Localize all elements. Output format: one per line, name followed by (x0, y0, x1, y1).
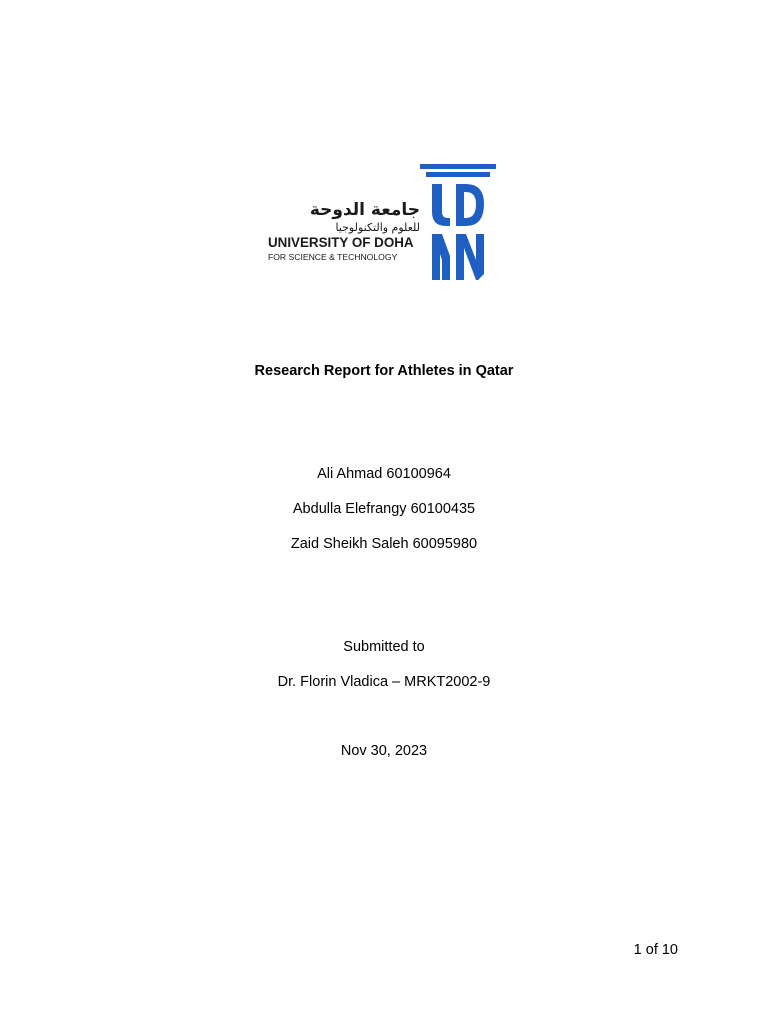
udst-pillar-logo-icon (420, 164, 498, 282)
logo-arabic-subtitle: للعلوم والتكنولوجيا (335, 221, 420, 234)
submitted-label: Submitted to (343, 639, 425, 655)
university-logo (268, 164, 500, 282)
submitted-to: Dr. Florin Vladica – MRKT2002-9 (277, 674, 491, 690)
logo-english-subtitle: FOR SCIENCE & TECHNOLOGY (268, 252, 398, 262)
author-3: Zaid Sheikh Saleh 60095980 (290, 536, 478, 552)
logo-arabic-name: جامعة الدوحة (309, 200, 420, 220)
author-1: Ali Ahmad 60100964 (317, 466, 451, 482)
page-number: 1 of 10 (633, 942, 678, 958)
logo-wordmark (268, 200, 420, 263)
author-2: Abdulla Elefrangy 60100435 (292, 501, 476, 517)
report-title: Research Report for Athletes in Qatar (254, 363, 514, 379)
logo-english-name: UNIVERSITY OF DOHA (268, 235, 414, 250)
report-date: Nov 30, 2023 (340, 743, 428, 759)
